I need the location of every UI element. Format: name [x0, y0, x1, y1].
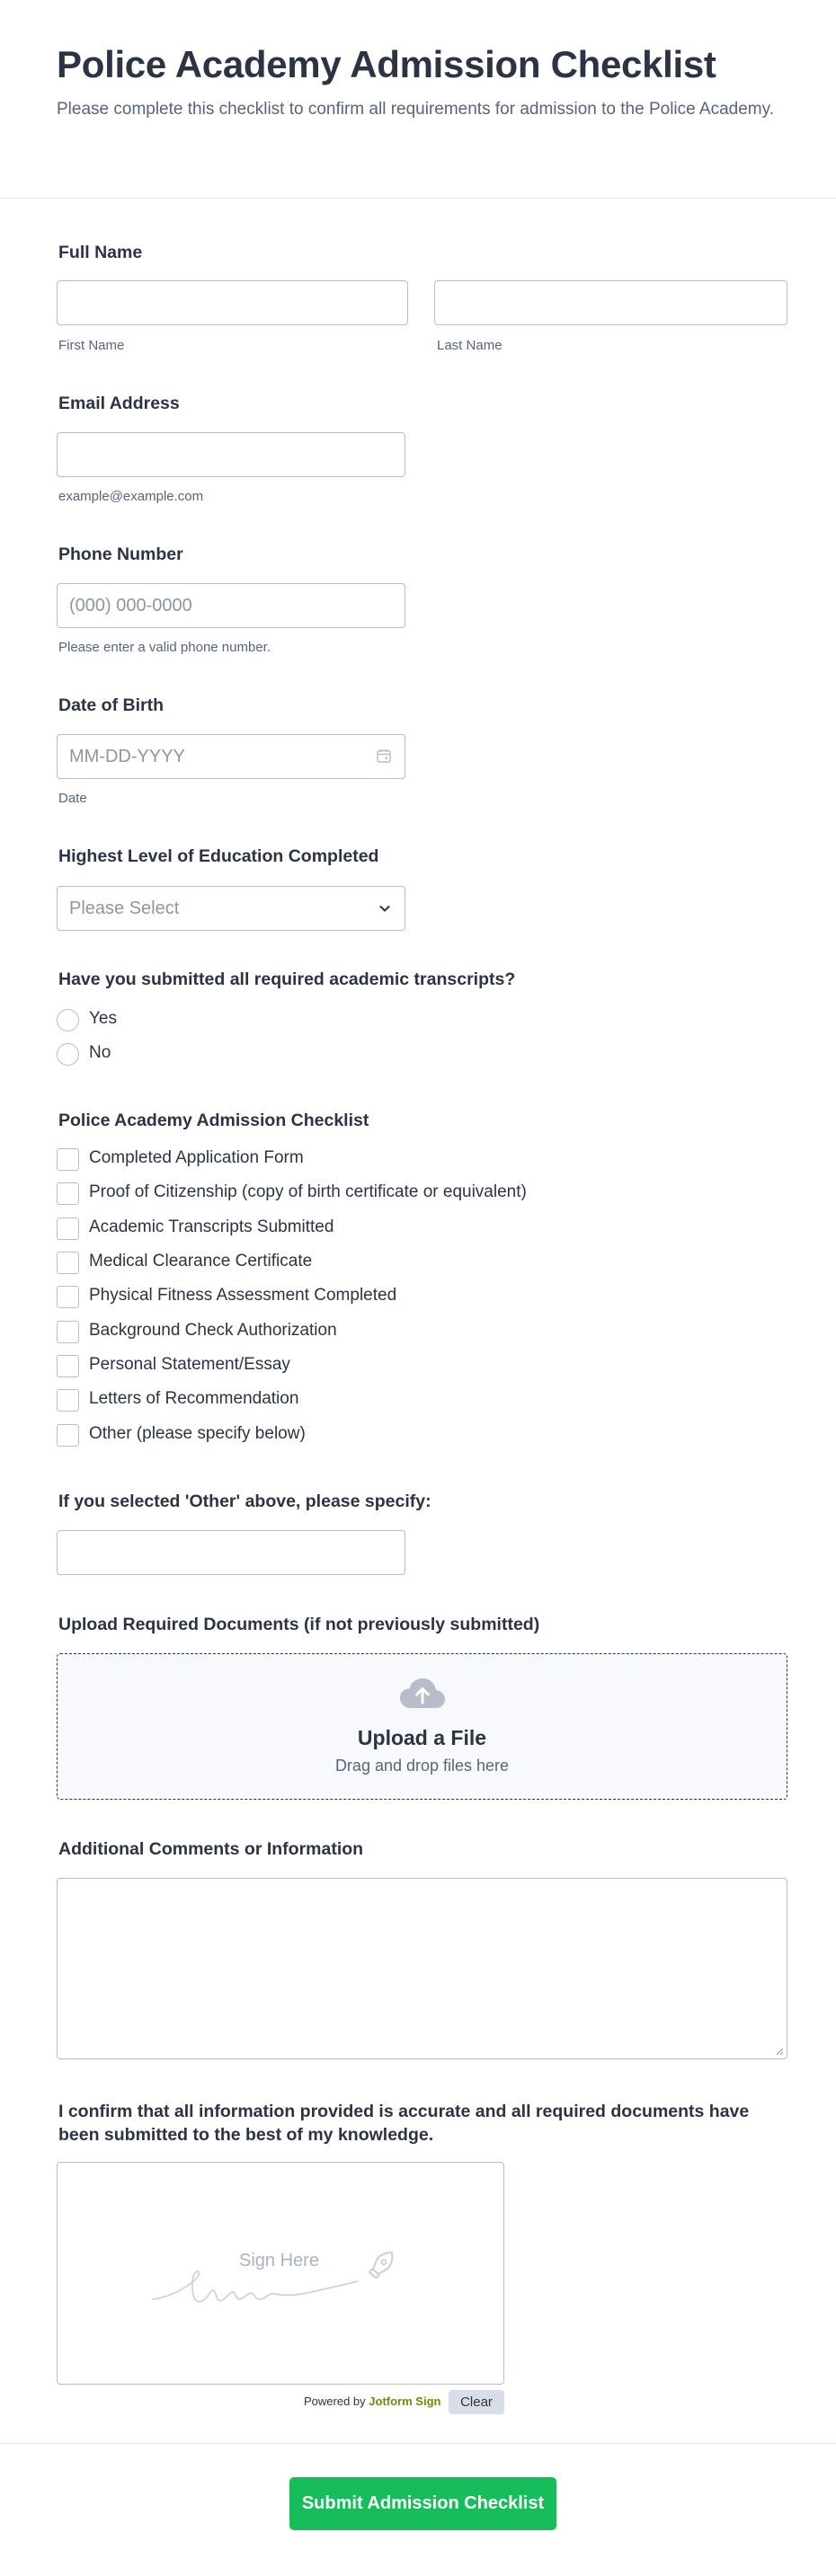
- checkbox[interactable]: [57, 1286, 79, 1308]
- checkbox[interactable]: [57, 1355, 79, 1377]
- checkbox-label: Proof of Citizenship (copy of birth certificate or equivalent): [89, 1182, 527, 1201]
- checkbox[interactable]: [57, 1389, 79, 1412]
- phone-sublabel: Please enter a valid phone number.: [58, 640, 271, 655]
- signature-placeholder: Sign Here: [239, 2251, 319, 2271]
- pen-nib-icon: [363, 2245, 401, 2283]
- comments-label: Additional Comments or Information: [58, 1839, 364, 1859]
- powered-by-text: [304, 2395, 440, 2408]
- checkbox[interactable]: [57, 1424, 79, 1447]
- dob-label: Date of Birth: [58, 695, 164, 715]
- phone-label: Phone Number: [58, 544, 183, 564]
- checkbox[interactable]: [57, 1321, 79, 1343]
- calendar-icon[interactable]: [376, 748, 392, 764]
- checkbox[interactable]: [57, 1148, 79, 1171]
- checkbox-label: Background Check Authorization: [89, 1321, 337, 1340]
- checkbox-label: Other (please specify below): [89, 1424, 306, 1443]
- radio-label: Yes: [89, 1009, 117, 1028]
- full-name-label: Full Name: [58, 243, 143, 262]
- dob-sublabel: Date: [58, 791, 87, 806]
- checkbox[interactable]: [57, 1182, 79, 1205]
- first-name-input[interactable]: [57, 280, 408, 325]
- submit-button[interactable]: Submit Admission Checklist: [289, 2477, 556, 2530]
- last-name-sublabel: Last Name: [437, 338, 502, 353]
- dob-input[interactable]: [57, 734, 405, 779]
- other-label: If you selected 'Other' above, please specify:: [58, 1492, 431, 1511]
- email-label: Email Address: [58, 394, 180, 413]
- education-select[interactable]: [57, 886, 405, 931]
- file-upload-dropzone[interactable]: [57, 1653, 787, 1800]
- radio-label: No: [89, 1043, 111, 1062]
- upload-subtitle: Drag and drop files here: [334, 1757, 510, 1775]
- education-label: Highest Level of Education Completed: [58, 846, 379, 866]
- checklist-label: Police Academy Admission Checklist: [58, 1111, 369, 1130]
- checkbox-label: Medical Clearance Certificate: [89, 1252, 313, 1270]
- phone-input[interactable]: [57, 583, 405, 628]
- email-input[interactable]: [57, 432, 405, 477]
- upload-label: Upload Required Documents (if not previously submitted): [58, 1615, 540, 1634]
- form-header: [0, 0, 836, 199]
- page-subtitle: Please complete this checklist to confirm all requirements for admission to the Police Academy.: [57, 100, 774, 119]
- checkbox-label: Academic Transcripts Submitted: [89, 1217, 334, 1236]
- radio-button[interactable]: [57, 1043, 79, 1066]
- education-selected-value: Please Select: [69, 899, 180, 918]
- radio-button[interactable]: [57, 1009, 79, 1031]
- checkbox-label: Letters of Recommendation: [89, 1389, 299, 1408]
- comments-textarea[interactable]: [57, 1878, 787, 2059]
- resize-grip-icon[interactable]: [775, 2047, 784, 2056]
- upload-title: Upload a File: [357, 1726, 487, 1749]
- checkbox[interactable]: [57, 1252, 79, 1274]
- cloud-upload-icon: [399, 1677, 446, 1710]
- confirm-label: I confirm that all information provided is accurate and all required documents have been submitted to the best of my knowledge.: [58, 2102, 750, 2145]
- page-title: Police Academy Admission Checklist: [57, 43, 716, 85]
- jotform-sign-link[interactable]: Jotform Sign: [369, 2395, 441, 2408]
- other-input[interactable]: [57, 1530, 405, 1575]
- transcripts-label: Have you submitted all required academic transcripts?: [58, 969, 516, 989]
- clear-signature-button[interactable]: Clear: [449, 2390, 504, 2414]
- chevron-down-icon: [378, 901, 392, 916]
- email-sublabel: example@example.com: [58, 489, 204, 504]
- last-name-input[interactable]: [434, 280, 787, 325]
- checkbox-label: Personal Statement/Essay: [89, 1355, 290, 1374]
- first-name-sublabel: First Name: [58, 338, 125, 353]
- checkbox[interactable]: [57, 1217, 79, 1240]
- checkbox-label: Completed Application Form: [89, 1148, 304, 1167]
- checkbox-label: Physical Fitness Assessment Completed: [89, 1286, 397, 1305]
- powered-prefix: Powered by: [304, 2395, 366, 2408]
- signature-pad[interactable]: [57, 2162, 504, 2385]
